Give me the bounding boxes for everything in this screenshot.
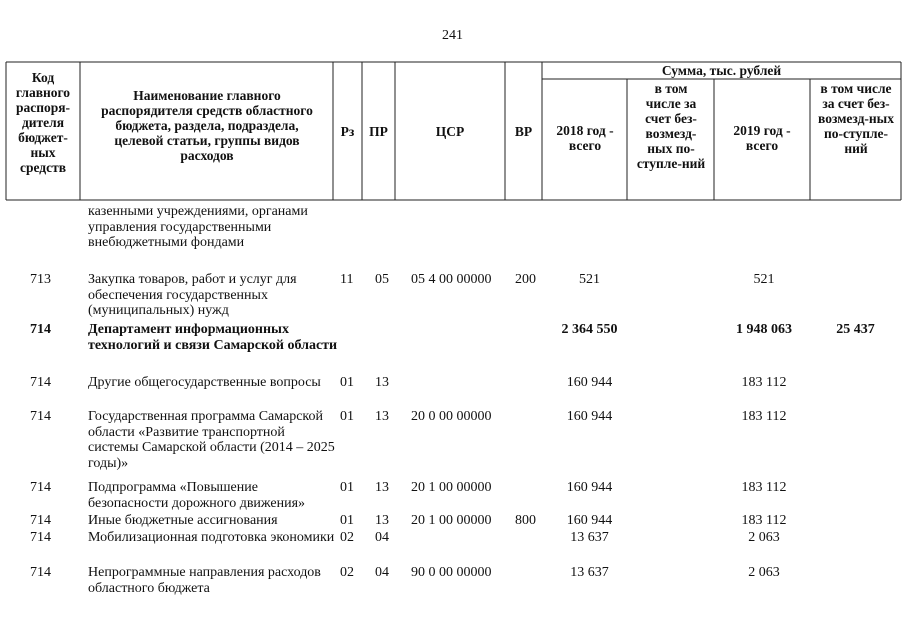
table-row-csr: 20 1 00 00000 (411, 480, 492, 495)
table-row-pr: 04 (375, 565, 389, 580)
table-row-sum-2019: 521 (753, 272, 775, 287)
table-row-name: Иные бюджетные ассигнования (88, 513, 278, 528)
table-row-name: казенными учреждениями, органами управления государственными внебюджетными фондами (88, 204, 308, 250)
table-row-csr: 20 1 00 00000 (411, 513, 492, 528)
table-row-name: Непрограммные направления расходов областного бюджета (88, 565, 321, 596)
table-row-pr: 05 (375, 272, 389, 287)
table-row-sum-2019: 2 063 (748, 530, 780, 545)
table-row-rz: 02 (340, 530, 354, 545)
table-row-code: 714 (30, 375, 51, 390)
table-row-rz: 01 (340, 375, 354, 390)
table-row-sum-2019: 183 112 (741, 480, 787, 495)
table-row-code: 714 (30, 480, 51, 495)
header-2018-total: 2018 год - всего (556, 123, 614, 153)
header-2019-total: 2019 год - всего (733, 123, 791, 153)
table-row-sum-2018: 160 944 (566, 409, 613, 424)
table-row-grants-2019: 25 437 (836, 322, 875, 337)
table-row-vr: 800 (515, 513, 536, 528)
table-row-sum-2018: 160 944 (566, 513, 613, 528)
table-row-sum-2019: 183 112 (741, 513, 787, 528)
table-row-code: 714 (30, 565, 51, 580)
table-row-name: Государственная программа Самарской области «Развитие транспортной системы Самарской области (2014 – 2025 годы)» (88, 409, 335, 471)
table-row-sum-2019: 183 112 (741, 375, 787, 390)
table-row-csr: 05 4 00 00000 (411, 272, 492, 287)
table-row-code: 714 (30, 409, 51, 424)
table-row-name: Мобилизационная подготовка экономики (88, 530, 335, 545)
table-row-sum-2018: 160 944 (566, 375, 613, 390)
table-row-rz: 11 (340, 272, 354, 287)
header-csr: ЦСР (435, 124, 465, 139)
table-row-sum-2019: 1 948 063 (736, 322, 792, 337)
header-2019-grants: в том числе за счет без-возмезд-ных по-ступле-ний (818, 81, 894, 156)
table-row-code: 714 (30, 513, 51, 528)
table-row-code: 713 (30, 272, 51, 287)
table-row-vr: 200 (515, 272, 536, 287)
table-row-csr: 90 0 00 00000 (411, 565, 492, 580)
table-row-rz: 01 (340, 409, 354, 424)
table-row-sum-2018: 13 637 (570, 530, 609, 545)
table-row-sum-2018: 521 (579, 272, 600, 287)
page-number: 241 (442, 28, 463, 43)
table-row-pr: 13 (375, 480, 389, 495)
table-row-csr: 20 0 00 00000 (411, 409, 492, 424)
table-row-rz: 01 (340, 480, 354, 495)
table-row-rz: 01 (340, 513, 354, 528)
table-row-name: Подпрограмма «Повышение безопасности дорожного движения» (88, 480, 306, 511)
header-code: Код главного распоря-дителя бюджет-ных средств (15, 70, 71, 175)
table-row-pr: 04 (375, 530, 389, 545)
header-name: Наименование главного распорядителя средств областного бюджета, раздела, подраздела, целевой статьи, группы видов расходов (101, 88, 313, 163)
table-row-rz: 02 (340, 565, 354, 580)
table-row-sum-2019: 2 063 (748, 565, 780, 580)
header-sum-group: Сумма, тыс. рублей (661, 63, 782, 78)
table-row-name: Закупка товаров, работ и услуг для обеспечения государственных (муниципальных) нужд (88, 272, 297, 318)
header-2018-grants: в том числе за счет без-возмезд-ных по-ступле-ний (636, 81, 706, 171)
table-row-sum-2018: 13 637 (570, 565, 609, 580)
table-row-sum-2018: 160 944 (566, 480, 613, 495)
table-row-code: 714 (30, 322, 51, 337)
header-pr: ПР (369, 124, 388, 139)
table-row-name: Другие общегосударственные вопросы (88, 375, 321, 390)
table-row-sum-2018: 2 364 550 (561, 322, 618, 337)
header-rz: Рз (340, 124, 355, 139)
table-row-pr: 13 (375, 513, 389, 528)
table-row-name: Департамент информационных технологий и связи Самарской области (88, 322, 338, 353)
table-row-pr: 13 (375, 409, 389, 424)
header-vr: ВР (514, 124, 533, 139)
table-row-sum-2019: 183 112 (741, 409, 787, 424)
table-row-code: 714 (30, 530, 51, 545)
table-row-pr: 13 (375, 375, 389, 390)
